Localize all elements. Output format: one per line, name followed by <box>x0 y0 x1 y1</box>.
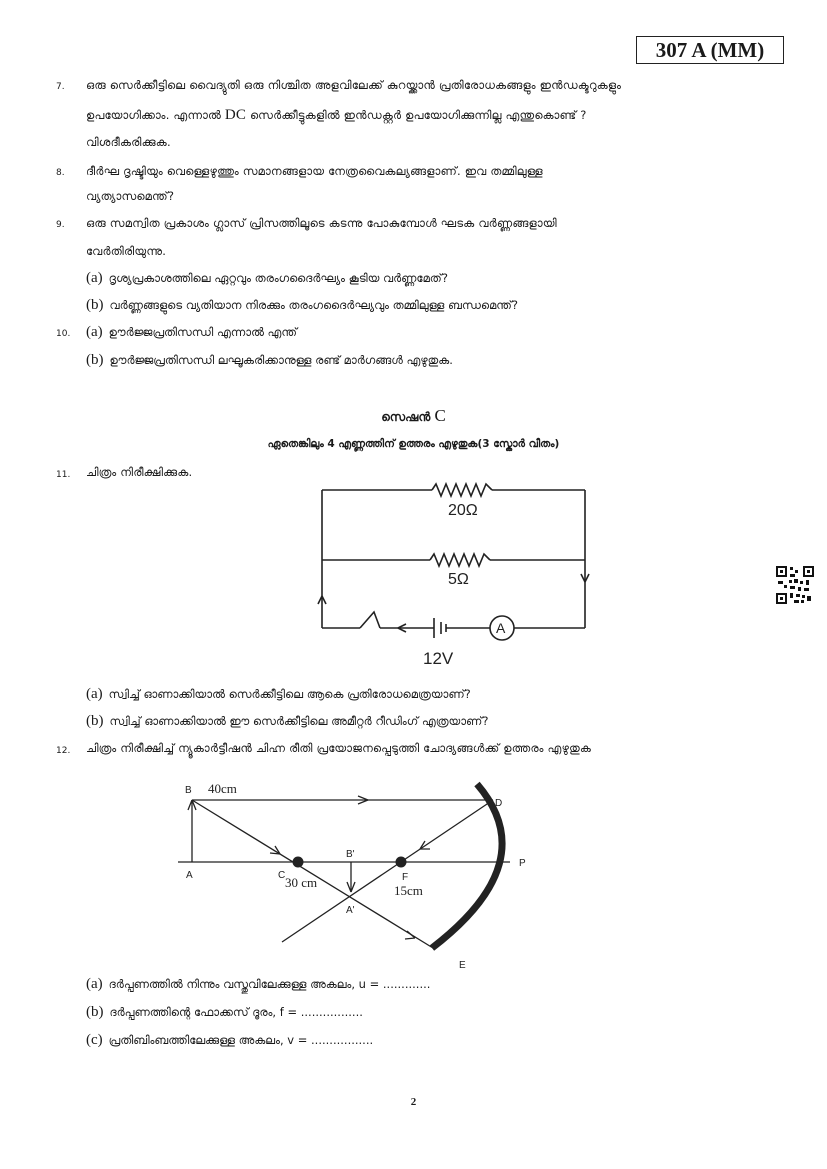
r1-label: 20Ω <box>448 502 478 519</box>
q12-part-a <box>86 976 430 993</box>
q9-part-a <box>86 270 448 287</box>
q7-line-2-a: ഉപയോഗിക്കാം. എന്നാൽ <box>86 108 225 122</box>
q11-part-b <box>86 713 488 730</box>
ray-through-c <box>192 800 433 948</box>
distance-30cm: 30 cm <box>285 875 318 890</box>
label-p: P <box>519 858 526 869</box>
q7-line-2-b: സെർക്കീട്ടുകളിൽ ഇൻഡക്റ്റർ ഉപയോഗിക്കുന്നില്ല എന്തുകൊണ്ട് ? <box>246 108 587 122</box>
ray-arrowhead-c <box>270 846 280 854</box>
q9-b-label: (b) <box>86 297 104 313</box>
r2-label: 5Ω <box>448 571 469 588</box>
qr-code <box>776 566 814 604</box>
q9-part-b <box>86 297 518 314</box>
resistor-20-ohm <box>432 484 492 496</box>
q9-b-text: വർണ്ണങ്ങളുടെ വ്യതിയാന നിരക്കും തരംഗദൈർഘ്യവും തമ്മിലുള്ള ബന്ധമെന്ത്? <box>109 298 519 312</box>
section-title-prefix: സെഷൻ <box>381 410 435 424</box>
mirror-ray-diagram <box>170 770 540 970</box>
q11-a-text: സ്വിച്ച് ഓണാക്കിയാൽ സെർക്കീട്ടിലെ ആകെ പ്രതിരോധമെത്രയാണ്? <box>108 687 471 701</box>
q7-line-2 <box>86 107 587 124</box>
question-number-12: 12. <box>56 746 71 756</box>
q8-line-2: വ്യത്യാസമെന്ത്? <box>86 189 175 203</box>
label-a: A <box>186 870 193 881</box>
question-number-11: 11. <box>56 470 71 480</box>
q12-c-label: (c) <box>86 1032 103 1048</box>
q11-b-label: (b) <box>86 713 104 729</box>
section-instruction: ഏതെങ്കിലും 4 എണ്ണത്തിന് ഉത്തരം എഴുതുക(3 സ്കോർ വീതം) <box>267 438 560 450</box>
q12-a-label: (a) <box>86 976 103 992</box>
q11-text: ചിത്രം നിരീക്ഷിക്കുക. <box>86 465 193 479</box>
q12-b-label: (b) <box>86 1004 104 1020</box>
q11-b-text: സ്വിച്ച് ഓണാക്കിയാൽ ഈ സെർക്കീട്ടിലെ അമീറ്റർ റീഡിംഗ് എത്രയാണ്? <box>109 714 489 728</box>
q8-line-1: ദീർഘ ദൃഷ്ടിയും വെള്ളെഴുത്തും സമാനങ്ങളായ നേത്രവൈകല്യങ്ങളാണ്. ഇവ തമ്മിലുള്ള <box>86 164 543 178</box>
label-c: C <box>278 870 286 881</box>
point-f <box>396 857 407 868</box>
label-e: E <box>459 960 466 970</box>
q7-line-1: ഒരു സെർക്കീട്ടിലെ വൈദ്യുതി ഒരു നിശ്ചിത അളവിലേക്ക് കുറയ്ക്കാൻ പ്രതിരോധകങ്ങളും ഇൻഡക്ടറുകളും <box>86 78 622 92</box>
q12-c-text: പ്രതിബിംബത്തിലേക്കുള്ള അകലം, v = ................. <box>108 1033 374 1047</box>
switch-lever <box>360 612 380 628</box>
label-d: D <box>495 798 503 809</box>
label-f: F <box>402 872 409 883</box>
q9-a-text: ദൃശ്യപ്രകാശത്തിലെ ഏറ്റവും തരംഗദൈർഘ്യം കൂടിയ വർണ്ണമേത്? <box>108 271 448 285</box>
question-number-10: 10. <box>56 329 71 339</box>
section-letter: C <box>434 406 446 425</box>
label-b-prime: B' <box>346 849 355 860</box>
question-number-9: 9. <box>56 220 65 230</box>
battery-cell <box>434 618 446 638</box>
q11-part-a <box>86 686 471 703</box>
q10-b-text: ഊർജ്ജപ്രതിസന്ധി ലഘൂകരിക്കാനുള്ള രണ്ട് മാർഗങ്ങൾ എഴുതുക. <box>109 353 453 367</box>
q12-part-c <box>86 1032 373 1049</box>
q10-a-text: ഊർജ്ജപ്രതിസന്ധി എന്നാൽ എന്ത് <box>108 325 297 339</box>
page-number: 2 <box>410 1096 417 1108</box>
label-a-prime: A' <box>346 905 355 916</box>
concave-mirror <box>432 784 502 948</box>
q10-b-label: (b) <box>86 352 104 368</box>
q12-text: ചിത്രം നിരീക്ഷിച്ച് ന്യൂകാർട്ടീഷൻ ചിഹ്ന രീതി പ്രയോജനപ്പെടുത്തി ചോദ്യങ്ങൾക്ക് ഉത്തരം എഴുതുക <box>86 741 592 755</box>
q10-part-a <box>86 324 297 341</box>
question-number-8: 8. <box>56 168 65 178</box>
label-b: B <box>185 785 192 796</box>
distance-40cm: 40cm <box>208 781 237 796</box>
q10-a-label: (a) <box>86 324 103 340</box>
q12-b-text: ദർപ്പണത്തിന്റെ ഫോക്കസ് ദൂരം, f = ................. <box>109 1005 363 1019</box>
circuit-diagram <box>300 474 610 674</box>
q12-part-b <box>86 1004 363 1021</box>
q9-line-2: വേർതിരിയുന്നു. <box>86 244 167 258</box>
q7-dc-term: DC <box>224 107 247 123</box>
question-number-7: 7. <box>56 82 65 92</box>
ammeter-label: A <box>496 620 506 636</box>
q10-part-b <box>86 352 453 369</box>
paper-code: 307 A (MM) <box>636 36 784 64</box>
point-c <box>293 857 304 868</box>
q9-line-1: ഒരു സമന്വിത പ്രകാശം ഗ്ലാസ് പ്രിസത്തിലൂടെ കടന്നു പോകുമ്പോൾ ഘടക വർണ്ണങ്ങളായി <box>86 216 557 230</box>
distance-15cm: 15cm <box>394 883 423 898</box>
section-title <box>0 406 827 426</box>
q11-a-label: (a) <box>86 686 103 702</box>
resistor-5-ohm <box>430 554 490 566</box>
q7-line-3: വിശദീകരിക്കുക. <box>86 135 171 149</box>
battery-label: 12V <box>423 649 454 668</box>
q12-a-text: ദർപ്പണത്തിൽ നിന്നും വസ്തുവിലേക്കുള്ള അകലം, u = ............. <box>108 977 431 991</box>
q9-a-label: (a) <box>86 270 103 286</box>
